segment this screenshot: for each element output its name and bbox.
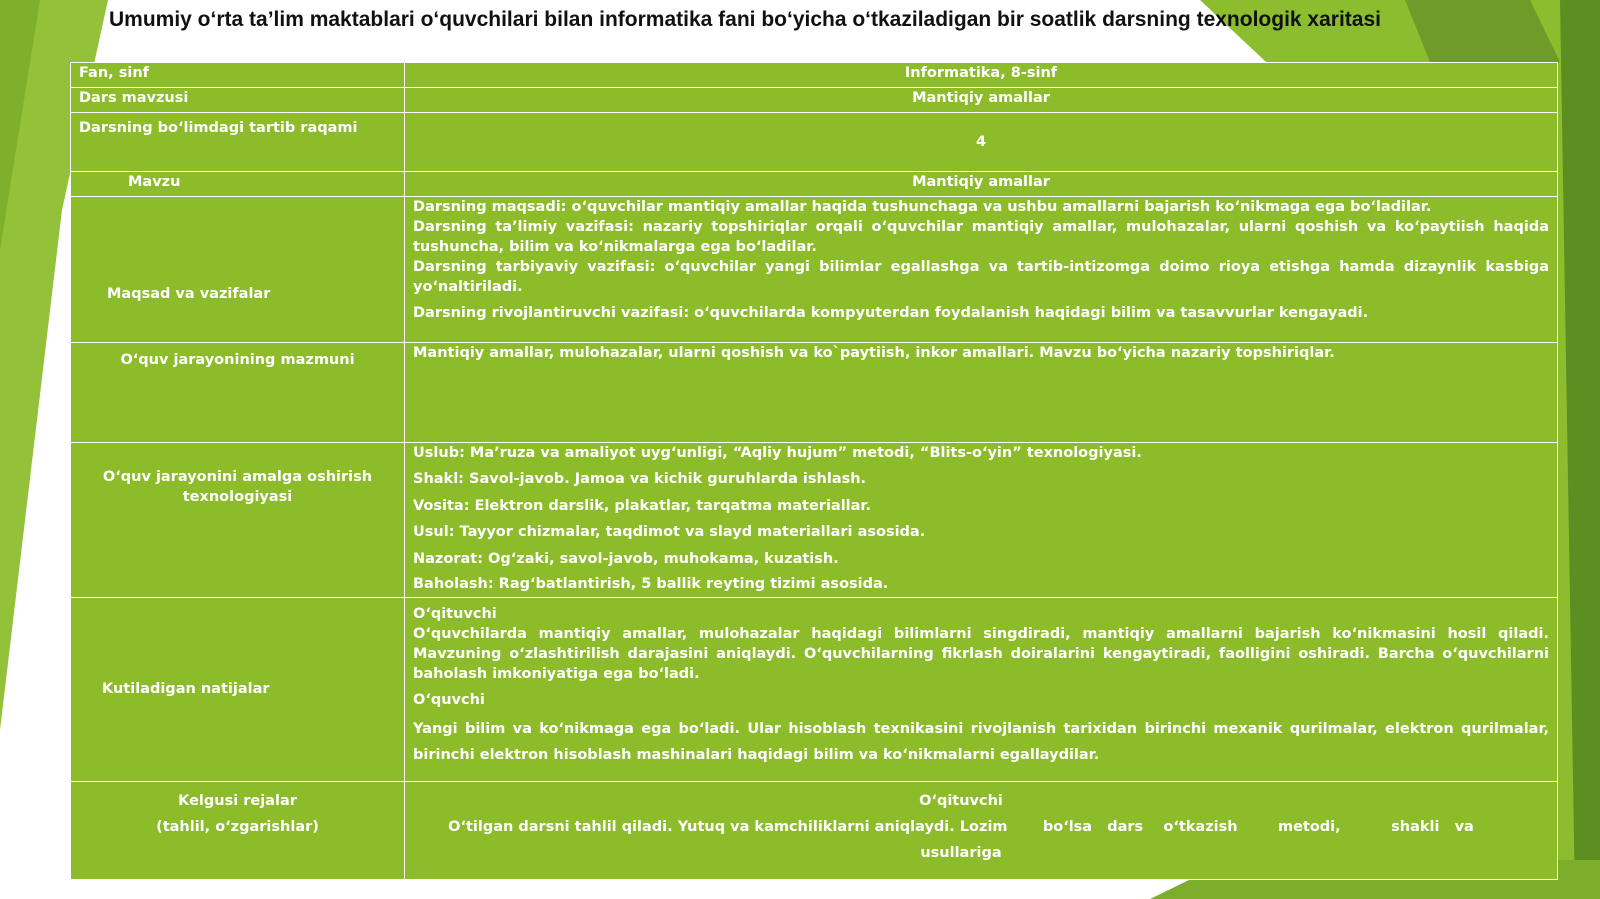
- rejalar-text: O‘tilgan darsni tahlil qiladi. Yutuq va kamchiliklarni aniqlaydi. Lozim bo‘lsa dars o‘tkazish metodi, shakli va usullariga: [448, 818, 1479, 861]
- row-natijalar: [71, 598, 1558, 782]
- row-rejalar: [71, 781, 1558, 879]
- row-fan-sinf: [71, 63, 1558, 88]
- label-mazmun: O‘quv jarayonining mazmuni: [71, 342, 405, 442]
- row-mavzu: [71, 172, 1558, 197]
- label-natijalar: Kutiladigan natijalar: [71, 598, 405, 782]
- label-maqsad: Maqsad va vazifalar: [71, 196, 405, 342]
- row-maqsad: [71, 196, 1558, 342]
- value-mavzu: Mantiqiy amallar: [405, 172, 1558, 197]
- value-tartib-raqami: 4: [405, 113, 1558, 172]
- row-texnologiya: [71, 442, 1558, 597]
- tarbiyaviy-vazifa-text: Darsning tarbiyaviy vazifasi: o‘quvchilar yangi bilimlar egallashga va tartib-intizomga doimo rioya etishga hamda dizaynlik kasbiga yo‘naltiriladi.: [413, 258, 1549, 295]
- vosita-text: Vosita: Elektron darslik, plakatlar, tarqatma materiallar.: [413, 497, 872, 514]
- shakl-text: Shakl: Savol-javob. Jamoa va kichik guruhlarda ishlash.: [413, 470, 867, 487]
- natijalar-teacher-text: O‘quvchilarda mantiqiy amallar, mulohazalar haqidagi bilimlarni singdiradi, mantiqiy amallarni bajarish ko‘nikmasini hosil qiladi. Mavzuning o‘zlashtirilish darajasini aniqlaydi. O‘quvchilarning fikrlash doiralarini kengaytiradi, faolligini oshiradi. Barcha o‘quvchilarni baholash imkoniyatiga ega bo‘ladi.: [413, 626, 1549, 683]
- technology-map-table: [70, 62, 1558, 880]
- row-mazmun: [71, 342, 1558, 442]
- value-rejalar: [405, 781, 1558, 879]
- label-texnologiya: O‘quv jarayonini amalga oshirish texnologiyasi: [71, 442, 405, 597]
- label-rejalar: [71, 781, 405, 879]
- rejalar-label-sub: (tahlil, o‘zgarishlar): [156, 818, 319, 835]
- rejalar-label: Kelgusi rejalar: [178, 792, 297, 809]
- uslub-text: Uslub: Ma’ruza va amaliyot uyg‘unligi, “Aqliy hujum” metodi, “Blits-o‘yin” texnologiyasi.: [413, 444, 1142, 461]
- talimiy-vazifa-text: Darsning ta’limiy vazifasi: nazariy topshiriqlar orqali o‘quvchilar mantiqiy amallar, mulohazalar, ularni qoshish va ko‘paytiish haqida tushuncha, bilim va ko‘nikmalarga ega bo‘ladilar.: [413, 218, 1549, 255]
- label-mavzu: Mavzu: [71, 172, 405, 197]
- maqsad-text: Darsning maqsadi: o‘quvchilar mantiqiy amallar haqida tushunchaga va ushbu amallarni bajarish ko‘nikmaga ega bo‘ladilar.: [413, 198, 1432, 215]
- natijalar-student-heading: O‘quvchi: [413, 692, 485, 709]
- page-title: Umumiy o‘rta ta’lim maktablari o‘quvchilari bilan informatika fani bo‘yicha o‘tkaziladigan bir soatlik darsning texnologik xaritasi: [109, 8, 1381, 31]
- value-natijalar: [405, 598, 1558, 782]
- natijalar-teacher-heading: O‘qituvchi: [413, 606, 497, 623]
- value-fan-sinf: Informatika, 8-sinf: [405, 63, 1558, 88]
- label-tartib-raqami: Darsning bo‘limdagi tartib raqami: [71, 113, 405, 172]
- row-dars-mavzusi: [71, 87, 1558, 113]
- natijalar-student-text: Yangi bilim va ko‘nikmaga ega bo‘ladi. Ular hisoblash texnikasini rivojlanish tarixidan birinchi mexanik qurilmalar, elektron qurilmalar, birinchi elektron hisoblash mashinalari haqidagi bilim va ko‘nikmalarni egallaydilar.: [413, 721, 1549, 764]
- value-texnologiya: [405, 442, 1558, 597]
- value-mazmun: Mantiqiy amallar, mulohazalar, ularni qoshish va ko`paytiish, inkor amallari. Mavzu bo‘yicha nazariy topshiriqlar.: [405, 342, 1558, 442]
- usul-text: Usul: Tayyor chizmalar, taqdimot va slayd materiallari asosida.: [413, 523, 926, 540]
- row-tartib-raqami: [71, 113, 1558, 172]
- nazorat-text: Nazorat: Og‘zaki, savol-javob, muhokama, kuzatish.: [413, 550, 839, 567]
- value-maqsad: [405, 196, 1558, 342]
- label-fan-sinf: Fan, sinf: [71, 63, 405, 88]
- value-dars-mavzusi: Mantiqiy amallar: [405, 87, 1558, 113]
- baholash-text: Baholash: Rag‘batlantirish, 5 ballik reyting tizimi asosida.: [413, 575, 889, 592]
- label-dars-mavzusi: Dars mavzusi: [71, 87, 405, 113]
- rejalar-teacher-heading: O‘qituvchi: [919, 792, 1003, 809]
- rivojlantiruvchi-vazifa-text: Darsning rivojlantiruvchi vazifasi: o‘quvchilarda kompyuterdan foydalanish haqidagi bilim va tasavvurlar kengayadi.: [413, 304, 1369, 321]
